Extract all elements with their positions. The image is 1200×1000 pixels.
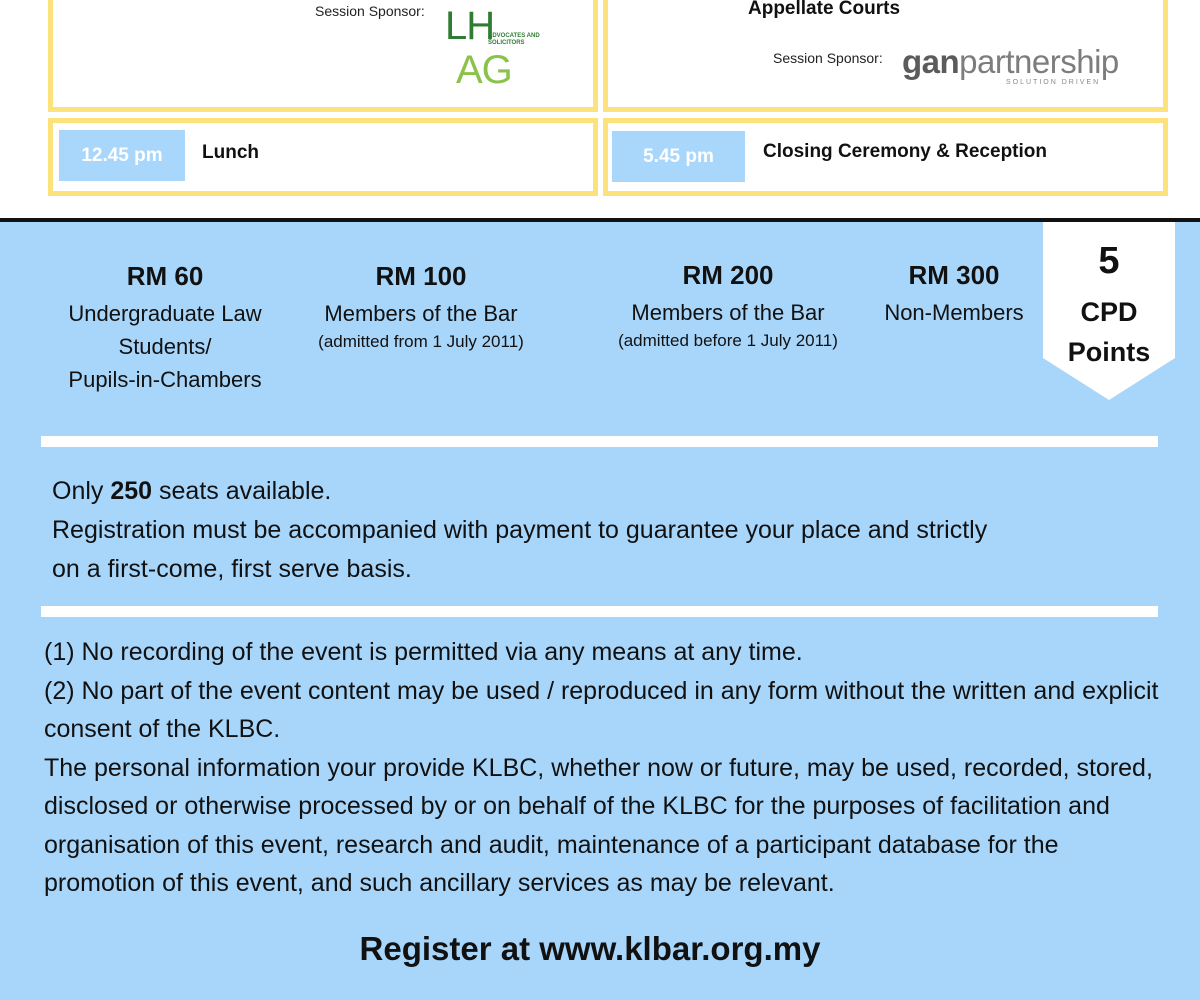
price-undergrad [52,261,278,396]
price-note: (admitted from 1 July 2011) [318,332,524,351]
price-desc: Non-Members [884,300,1024,325]
seats-count: 250 [110,477,153,505]
time-badge-closing: 5.45 pm [612,131,745,182]
session-title-appellate: Appellate Courts [748,0,901,19]
price-desc: Students/ [118,334,212,359]
seats-suffix: seats available. [159,477,332,505]
cpd-label-line1: CPD [1080,297,1138,327]
gan-logo-rest: partnership [959,43,1119,80]
price-bar-before-2011 [593,260,863,353]
time-badge-lunch: 12.45 pm [59,130,185,181]
lhag-logo-subtitle: ADVOCATES AND SOLICITORS [488,33,540,46]
note-privacy: The personal information your provide KLBC, whether now or future, may be used, recorded, stored, disclosed or otherwise processed by or on behalf of the KLBC for the purposes of facilitation and organisation of this event, research and audit, maintenance of a participant database for the promotion of this event, and such ancillary services as may be relevant. [44,753,1153,897]
price-desc: Members of the Bar [324,301,518,326]
info-section [0,222,1200,1000]
separator-bar-1 [41,436,1158,447]
price-bar-after-2011 [296,261,546,354]
cpd-badge [1043,222,1175,400]
sponsor-label-right: Session Sponsor: [773,50,883,66]
price-amount: RM 100 [375,261,467,291]
seats-info [52,472,1152,589]
register-cta: Register at www.klbar.org.my [359,930,821,967]
price-desc: Undergraduate Law [68,301,262,326]
separator-bar-2 [41,606,1158,617]
price-note: (admitted before 1 July 2011) [618,331,838,350]
lhag-logo [442,4,552,94]
seats-line2: Registration must be accompanied with payment to guarantee your place and strictly [52,516,988,544]
slot-title-lunch: Lunch [202,142,259,163]
schedule-section [0,0,1200,218]
seats-prefix: Only [52,477,104,505]
price-amount: RM 60 [126,261,204,291]
gan-partnership-logo [902,43,1119,86]
price-desc: Pupils-in-Chambers [68,367,262,392]
seats-line3: on a first-come, first serve basis. [52,555,412,583]
slot-title-closing: Closing Ceremony & Reception [763,141,1047,162]
gan-logo-tagline: SOLUTION DRIVEN [1006,79,1101,86]
price-amount: RM 200 [682,260,774,290]
note-no-reproduction: (2) No part of the event content may be used / reproduced in any form without the written and explicit consent of the KLBC. [44,676,1159,743]
price-non-members [873,260,1035,329]
sponsor-label-left: Session Sponsor: [315,3,425,19]
cpd-number: 5 [1098,240,1120,282]
terms-notes [44,633,1169,903]
price-desc: Members of the Bar [631,300,825,325]
lhag-logo-ag: AG [456,48,512,92]
gan-logo-wordmark [902,44,1119,80]
cpd-label [1043,292,1175,372]
price-amount: RM 300 [908,260,1000,290]
note-no-recording: (1) No recording of the event is permitted via any means at any time. [44,638,803,666]
lhag-logo-lh: LH [445,4,495,48]
seats-line1 [52,472,1152,511]
cpd-label-line2: Points [1067,337,1151,367]
gan-logo-bold: gan [902,43,960,80]
